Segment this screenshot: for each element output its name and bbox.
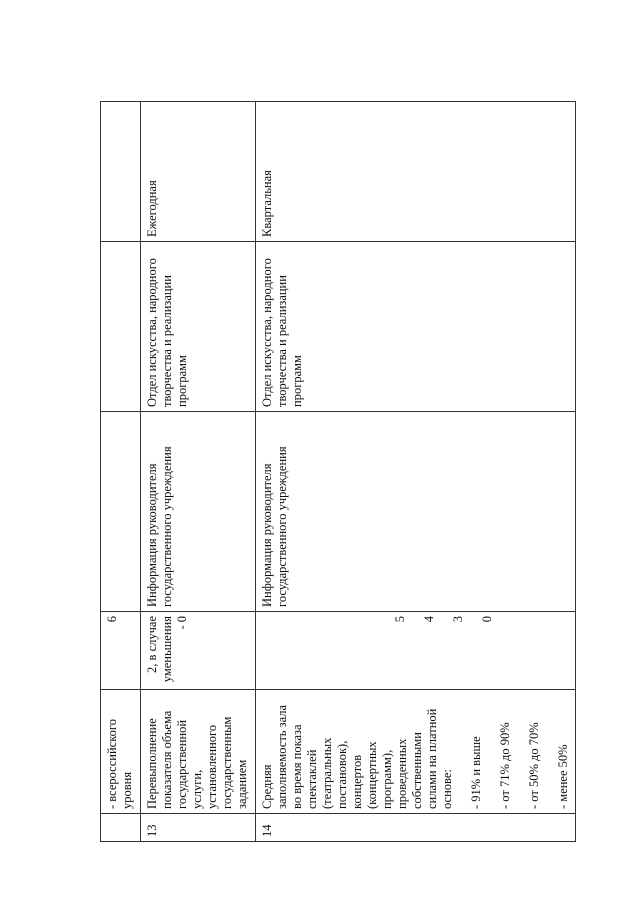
sub-label: - менее 50% <box>556 744 570 809</box>
cell-criterion <box>256 690 576 814</box>
sub-points: 3 <box>451 616 465 623</box>
cell-responsible: Отдел искусства, народного творчества и реализации программ <box>256 242 576 412</box>
sub-points: 5 <box>393 616 407 623</box>
cell-periodicity <box>101 102 141 242</box>
cell-periodicity: Квартальная <box>256 102 576 242</box>
cell-number <box>101 814 141 842</box>
cell-responsible <box>101 242 141 412</box>
rotated-table-container <box>100 102 570 842</box>
cell-points: 2, в случае уменьшения - 0 <box>141 612 256 690</box>
criteria-table <box>100 101 576 842</box>
cell-points <box>256 612 576 690</box>
cell-periodicity: Ежегодная <box>141 102 256 242</box>
cell-source: Информация руководителя государственного учреждения <box>256 412 576 612</box>
table-row <box>141 102 256 842</box>
sub-label: - от 71% до 90% <box>498 722 512 809</box>
cell-number: 13 <box>141 814 256 842</box>
cell-criterion: - всероссийского уровня <box>101 690 141 814</box>
table-row <box>101 102 141 842</box>
sub-label: - 91% и выше <box>469 736 483 809</box>
cell-number: 14 <box>256 814 576 842</box>
cell-responsible: Отдел искусства, народного творчества и реализации программ <box>141 242 256 412</box>
sub-points: 4 <box>422 616 436 623</box>
cell-points: 6 <box>101 612 141 690</box>
cell-criterion: Перевыполнение показателя объема государственной услуги, установленного государственным заданием <box>141 690 256 814</box>
cell-source <box>101 412 141 612</box>
sub-label: - от 50% до 70% <box>527 722 541 809</box>
criterion-text: Средняя заполняемость зала во время показа спектаклей (театральных постановок), концертов (концертных программ), проведенных собственными силами на платной основе: <box>260 704 454 809</box>
cell-source: Информация руководителя государственного учреждения <box>141 412 256 612</box>
table-row <box>256 102 576 842</box>
sub-points: 0 <box>480 616 494 623</box>
